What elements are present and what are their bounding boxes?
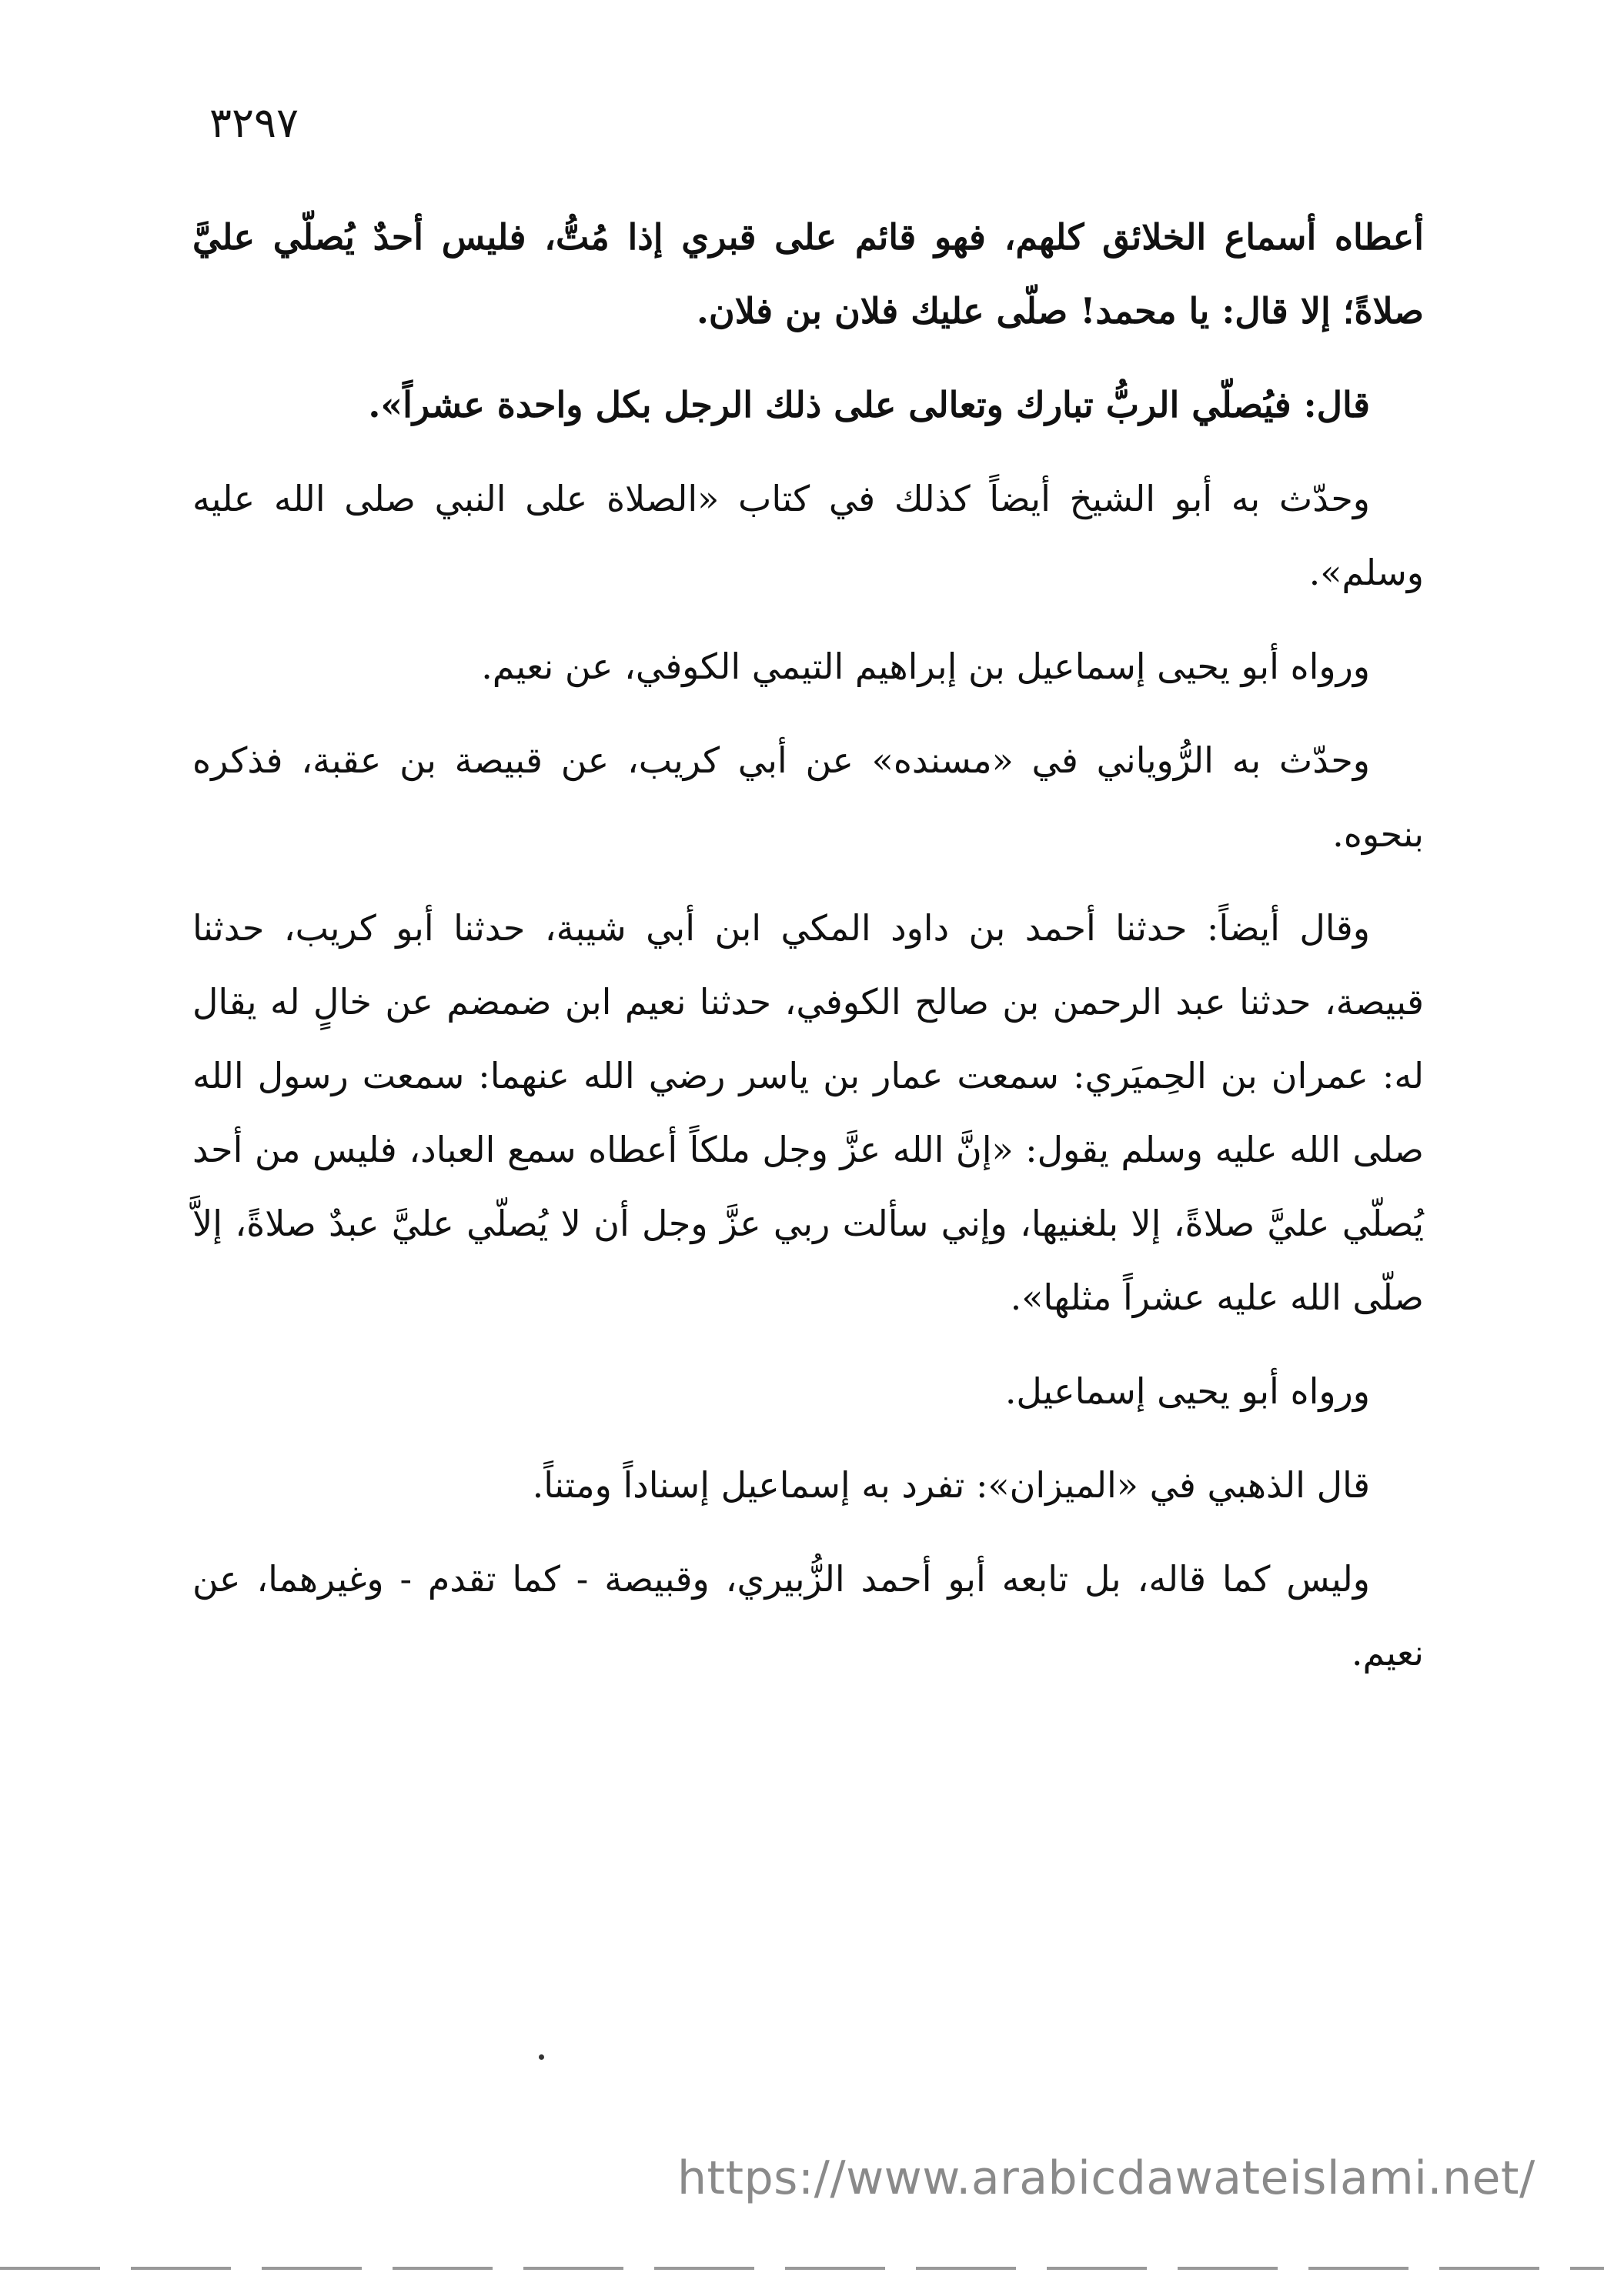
paragraph-6: وقال أيضاً: حدثنا أحمد بن داود المكي ابن أبي شيبة، حدثنا أبو كريب، حدثنا قبيصة، حدثنا عبد الرحمن بن صالح الكوفي، حدثنا نعيم ابن ضمضم عن خالٍ له يقال له: عمران بن الحِميَري: سمعت عمار بن ياسر رضي الله عنهما: سمعت رسول الله صلى الله عليه وسلم يقول: «إنَّ الله عزَّ وجل ملكاً أعطاه سمع العباد، فليس من أحد يُصلّي عليَّ صلاةً، إلا بلغنيها، وإني سألت ربي عزَّ وجل أن لا يُصلّي عليَّ عبدٌ صلاةً، إلاَّ صلّى الله عليه عشراً مثلها». [192, 907, 1424, 1318]
page-number: ٣٢٩٧ [209, 98, 299, 147]
paragraph-9: وليس كما قاله، بل تابعه أبو أحمد الزُّبيري، وقبيصة - كما تقدم - وغيرهما، عن نعيم. [192, 1558, 1424, 1674]
paragraph-2: قال: فيُصلّي الربُّ تبارك وتعالى على ذلك الرجل بكل واحدة عشراً». [368, 384, 1370, 425]
footer-rule [0, 2267, 1604, 2270]
paragraph-3: وحدّث به أبو الشيخ أيضاً كذلك في كتاب «الصلاة على النبي صلى الله عليه وسلم». [192, 478, 1424, 593]
paragraph-4: ورواه أبو يحيى إسماعيل بن إبراهيم التيمي الكوفي، عن نعيم. [481, 646, 1370, 687]
paragraph-7: ورواه أبو يحيى إسماعيل. [1004, 1370, 1370, 1412]
paragraph-5: وحدّث به الرُّوياني في «مسنده» عن أبي كريب، عن قبيصة بن عقبة، فذكره بنحوه. [192, 739, 1424, 855]
stray-dot [539, 2054, 544, 2060]
paragraph-8: قال الذهبي في «الميزان»: تفرد به إسماعيل إسناداً ومتناً. [532, 1464, 1370, 1506]
paragraph-1: أعطاه أسماع الخلائق كلهم، فهو قائم على قبري إذا مُتُّ، فليس أحدٌ يُصلّي عليَّ صلاةً؛ إلا قال: يا محمد! صلّى عليك فلان بن فلان. [192, 216, 1424, 332]
watermark-url: https://www.arabicdawateislami.net/ [677, 2151, 1535, 2205]
page-body [192, 200, 1424, 1710]
